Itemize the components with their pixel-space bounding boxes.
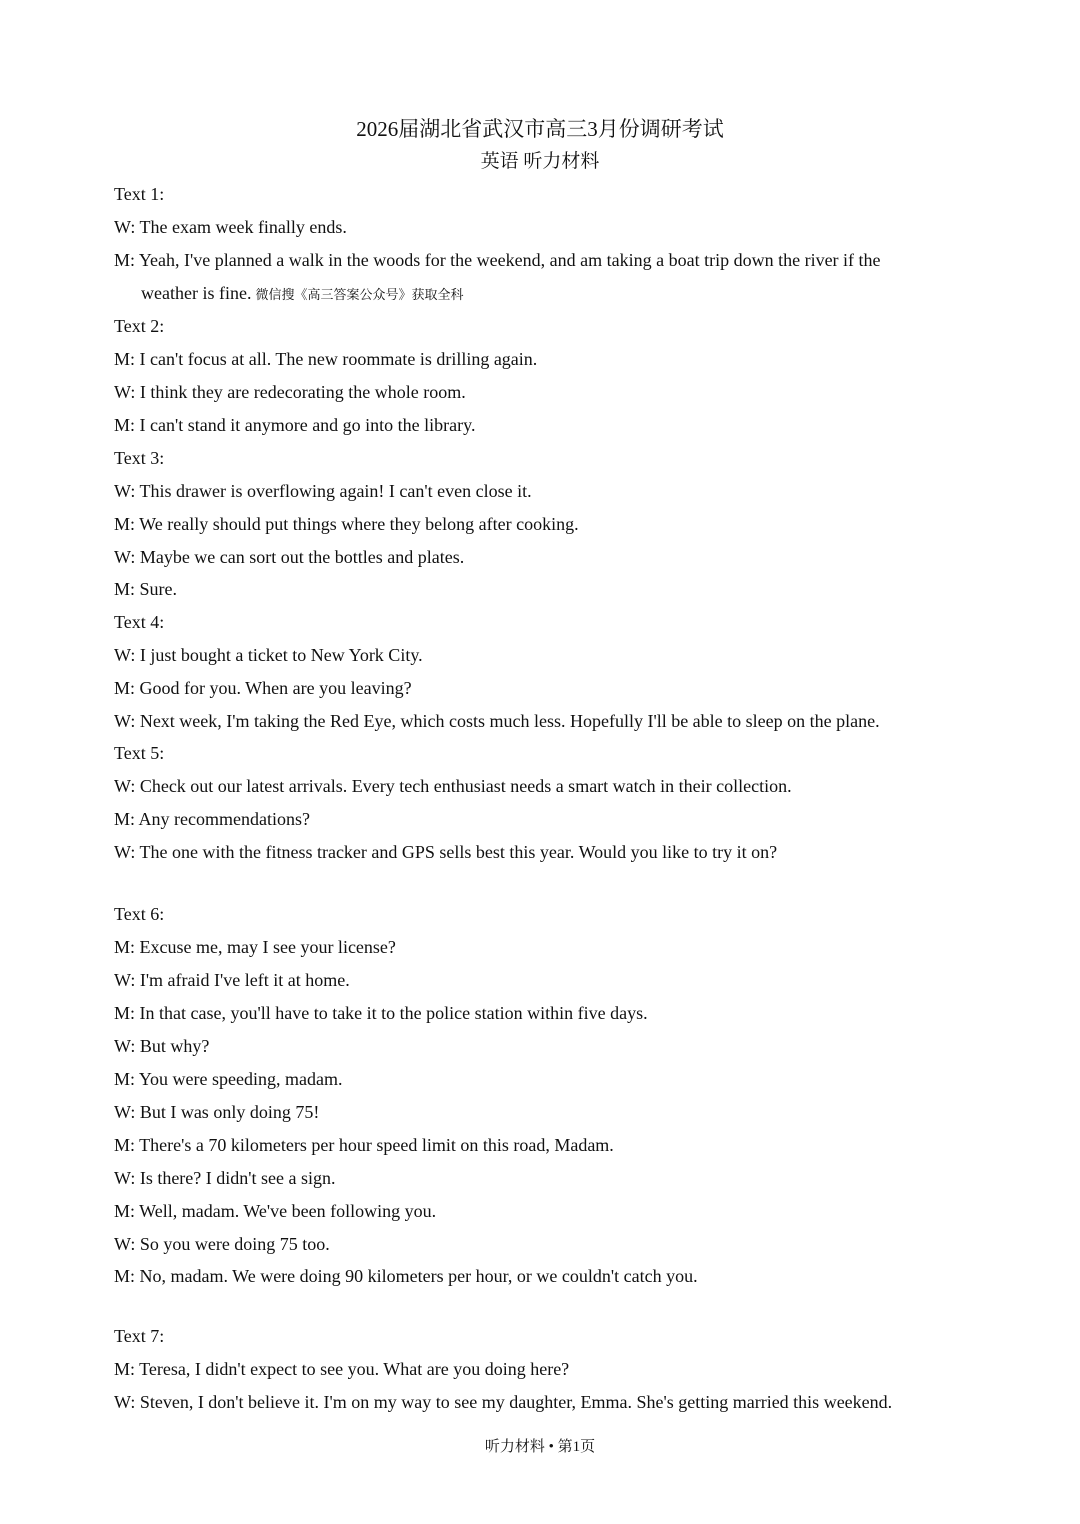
dialogue-line: W: The one with the fitness tracker and GPS sells best this year. Would you like to try it on? xyxy=(114,842,778,862)
dialogue-line: M: No, madam. We were doing 90 kilometers per hour, or we couldn't catch you. xyxy=(114,1266,698,1286)
dialogue-line: M: Excuse me, may I see your license? xyxy=(114,937,396,957)
page-footer: 听力材料 • 第1页 xyxy=(484,1439,596,1455)
dialogue-line: W: But I was only doing 75! xyxy=(114,1102,320,1122)
watermark-note: 微信搜《高三答案公众号》获取全科 xyxy=(255,288,464,303)
dialogue-line: W: I just bought a ticket to New York City. xyxy=(114,645,423,665)
dialogue-line: M: There's a 70 kilometers per hour speed limit on this road, Madam. xyxy=(114,1135,614,1155)
text-3-heading: Text 3: xyxy=(114,448,165,468)
dialogue-line: W: So you were doing 75 too. xyxy=(114,1234,330,1254)
dialogue-line: M: Sure. xyxy=(114,579,177,599)
dialogue-line: W: Is there? I didn't see a sign. xyxy=(114,1168,336,1188)
text-5-heading: Text 5: xyxy=(114,743,165,763)
dialogue-line: M: You were speeding, madam. xyxy=(114,1069,343,1089)
dialogue-line: W: Steven, I don't believe it. I'm on my way to see my daughter, Emma. She's getting married this weekend. xyxy=(114,1392,893,1412)
dialogue-line: W: But why? xyxy=(114,1036,210,1056)
dialogue-line: W: I think they are redecorating the whole room. xyxy=(114,382,466,402)
dialogue-line: M: Teresa, I didn't expect to see you. What are you doing here? xyxy=(114,1359,570,1379)
text-2-heading: Text 2: xyxy=(114,316,165,336)
dialogue-line: M: I can't focus at all. The new roommate is drilling again. xyxy=(114,349,538,369)
dialogue-line: M: Good for you. When are you leaving? xyxy=(114,678,412,698)
continuation-text: weather is fine. xyxy=(141,283,252,303)
dialogue-line: W: This drawer is overflowing again! I can't even close it. xyxy=(114,481,532,501)
text-6-heading: Text 6: xyxy=(114,904,165,924)
dialogue-line: M: Well, madam. We've been following you. xyxy=(114,1201,437,1221)
dialogue-line: M: I can't stand it anymore and go into the library. xyxy=(114,415,476,435)
document-subtitle: 英语 听力材料 xyxy=(480,151,600,172)
dialogue-line: W: Check out our latest arrivals. Every tech enthusiast needs a smart watch in their collection. xyxy=(114,776,792,796)
text-1-heading: Text 1: xyxy=(114,184,165,204)
dialogue-line: W: Next week, I'm taking the Red Eye, which costs much less. Hopefully I'll be able to sleep on the plane. xyxy=(114,711,880,731)
dialogue-line: M: Any recommendations? xyxy=(114,809,310,829)
text-4-heading: Text 4: xyxy=(114,612,165,632)
dialogue-line: W: Maybe we can sort out the bottles and plates. xyxy=(114,547,465,567)
dialogue-line: M: In that case, you'll have to take it to the police station within five days. xyxy=(114,1003,648,1023)
text-7-heading: Text 7: xyxy=(114,1326,165,1346)
document-title: 2026届湖北省武汉市高三3月份调研考试 xyxy=(356,117,724,141)
dialogue-line: W: I'm afraid I've left it at home. xyxy=(114,970,350,990)
dialogue-line: M: Yeah, I've planned a walk in the woods for the weekend, and am taking a boat trip down the river if the xyxy=(114,250,881,270)
dialogue-line: W: The exam week finally ends. xyxy=(114,217,347,237)
dialogue-line: M: We really should put things where they belong after cooking. xyxy=(114,514,579,534)
dialogue-line-continuation xyxy=(141,279,463,310)
